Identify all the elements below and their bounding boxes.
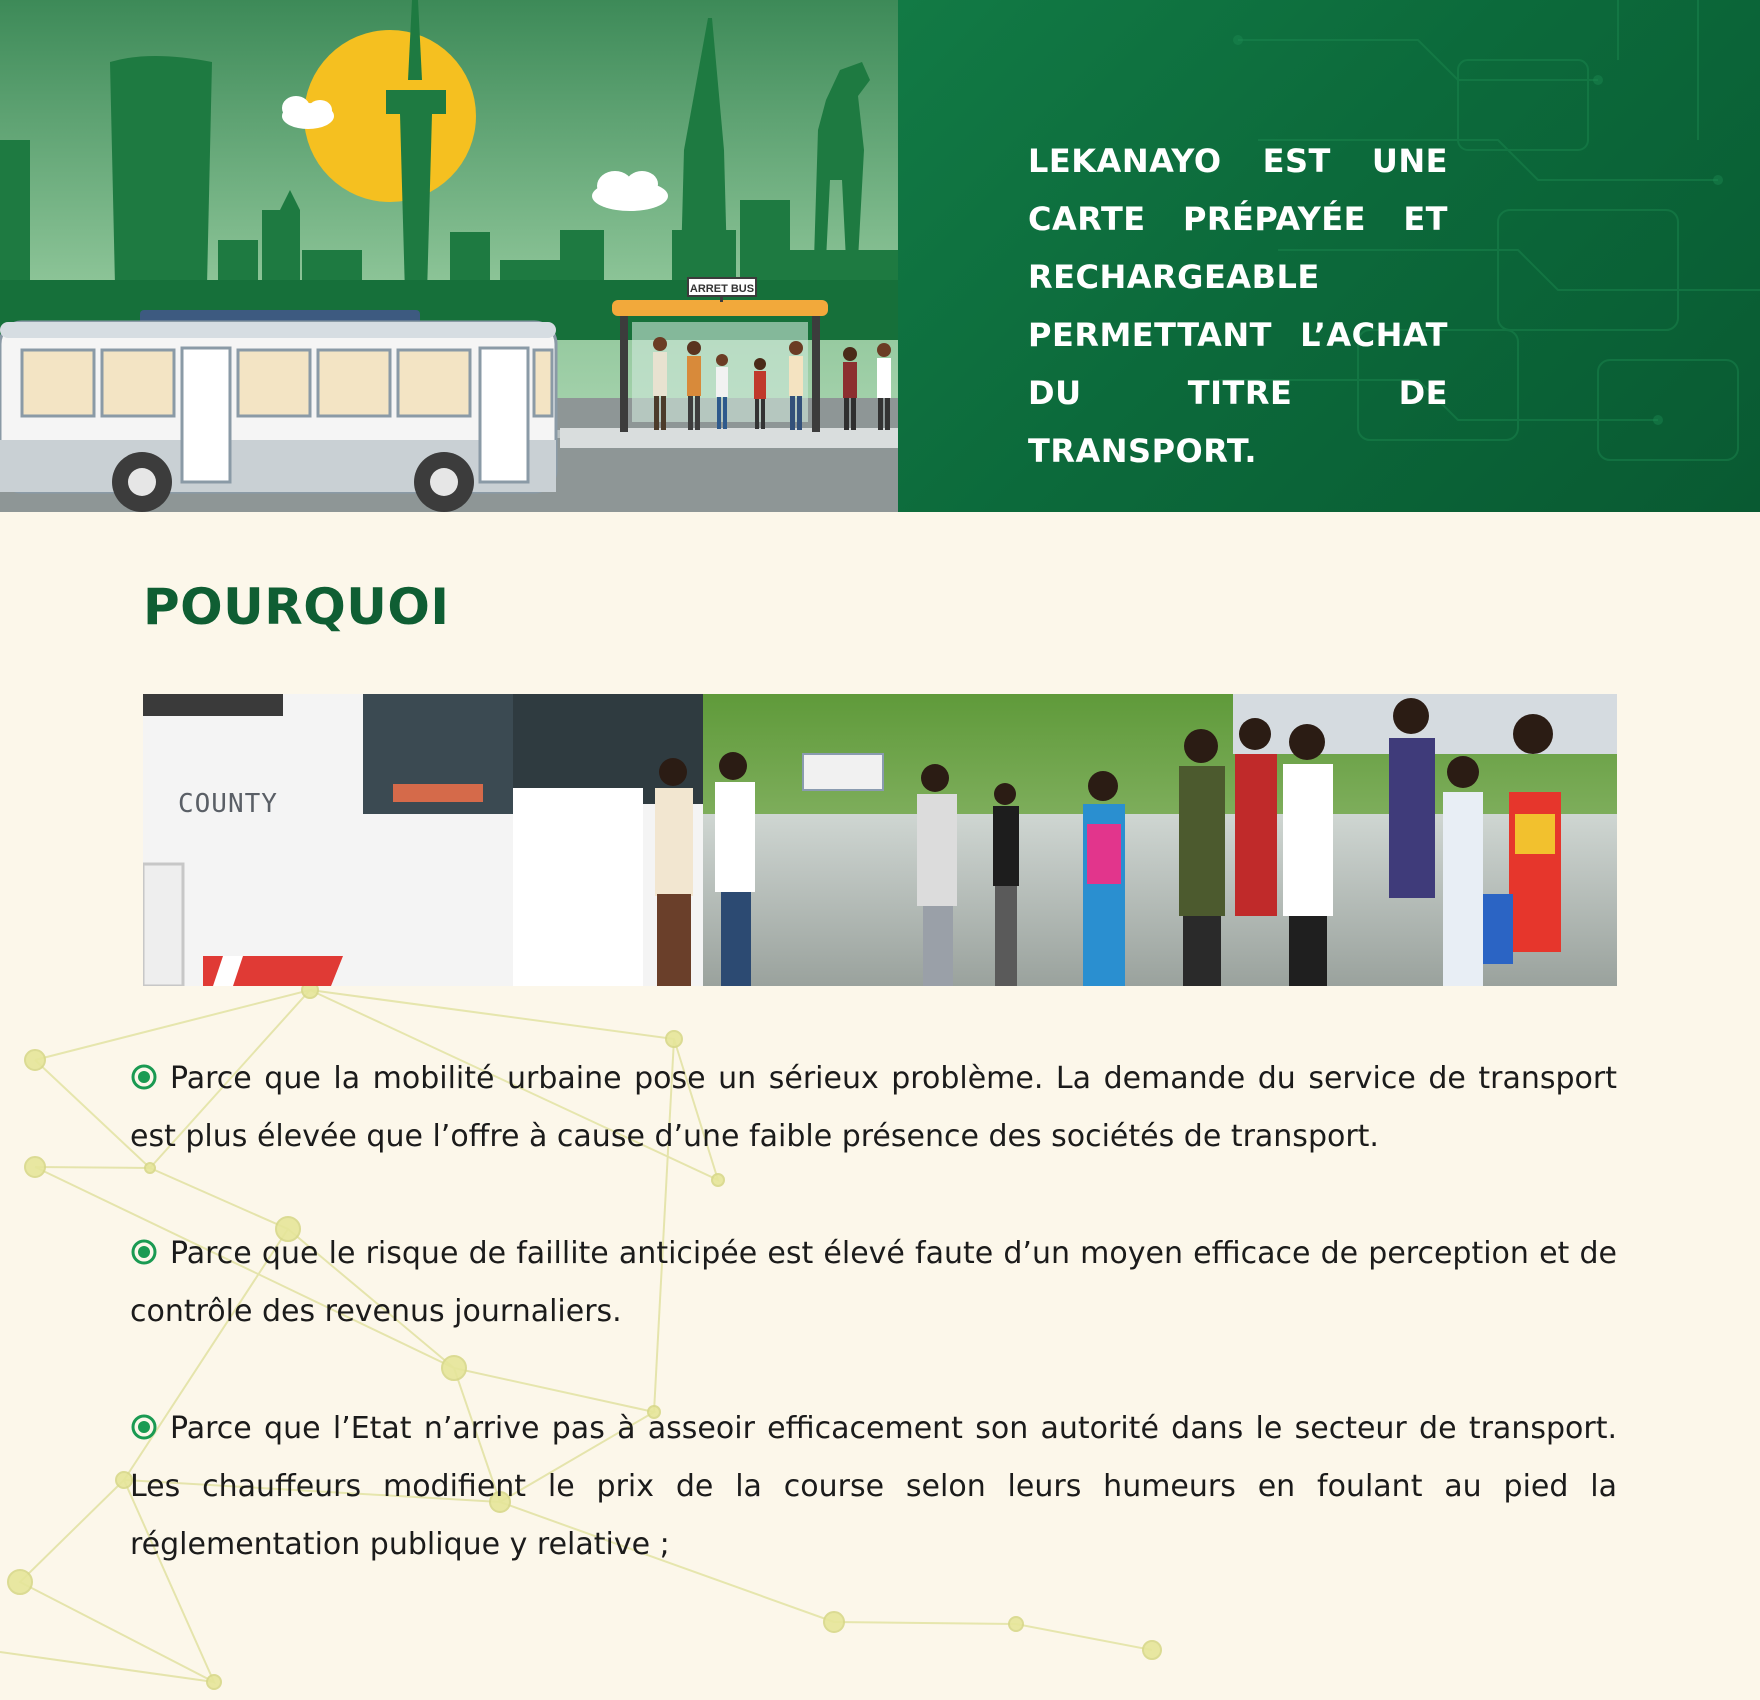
reason-item	[130, 1225, 1617, 1341]
radio-bullet-icon	[130, 1413, 158, 1441]
reason-text: Parce que l’Etat n’arrive pas à asseoir efficacement son autorité dans le secteur de transport. Les chauffeurs modifient le prix de la course selon leurs humeurs en foulant au pied la réglementation publique y relative ;	[130, 1411, 1617, 1562]
city-bus-illustration	[0, 0, 898, 512]
reason-text: Parce que la mobilité urbaine pose un sérieux problème. La demande du service de transport est plus élevée que l’offre à cause d’une faible présence des sociétés de transport.	[130, 1061, 1617, 1154]
city-bus	[0, 310, 556, 512]
radio-bullet-icon	[130, 1238, 158, 1266]
bus-brand-label: COUNTY	[178, 789, 278, 819]
bus-stop-sign: ARRET BUS	[689, 283, 755, 295]
section-title: POURQUOI	[143, 578, 450, 636]
passengers-boarding-bus-photo	[143, 694, 1617, 986]
hero-banner	[0, 0, 1760, 512]
reason-item	[130, 1400, 1617, 1574]
bus	[143, 694, 703, 986]
reason-text: Parce que le risque de faillite anticipée est élevé faute d’un moyen efficace de perception et de contrôle des revenus journaliers.	[130, 1236, 1617, 1329]
radio-bullet-icon	[130, 1063, 158, 1091]
hero-text-panel	[898, 0, 1760, 512]
reason-item	[130, 1050, 1617, 1166]
hero-tagline: LEKANAYO EST UNE CARTE PRÉPAYÉE ET RECHARGEABLE PERMETTANT L’ACHAT DU TITRE DE TRANSPORT.	[1028, 142, 1448, 470]
